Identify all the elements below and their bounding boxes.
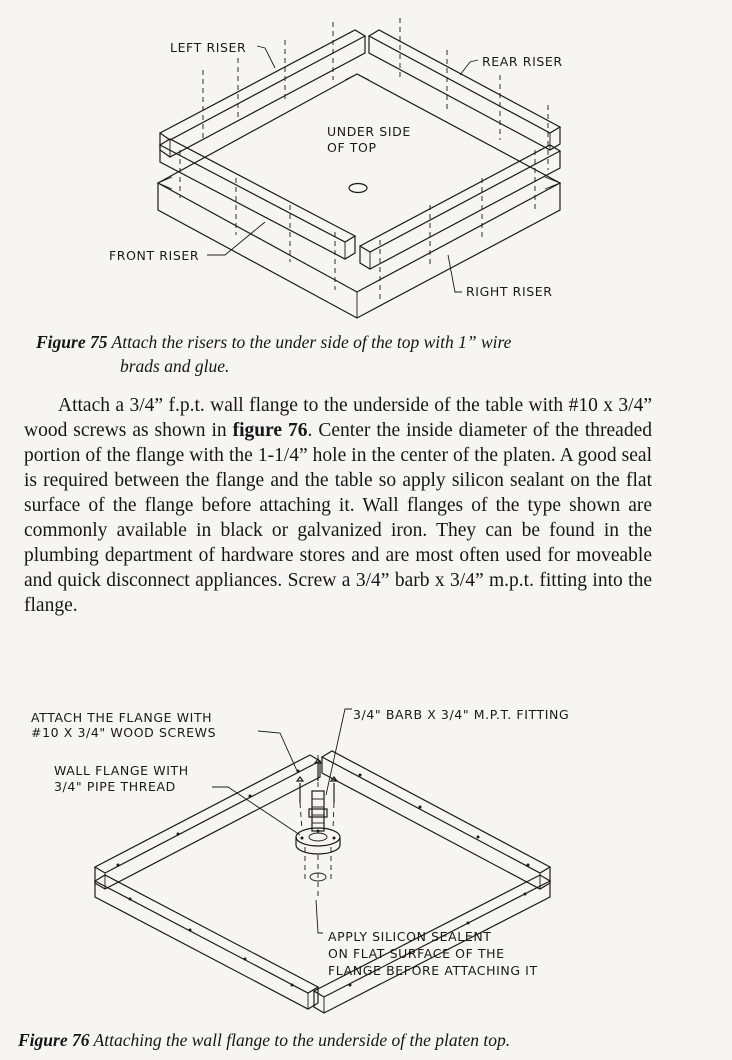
body-text-after-ref: . Center the inside diameter of the threaded portion of the flange with the 1-1/4” hole in the center of the platen. A good seal is required between the flange and the table so apply silicon sealant on the flat surface of the flange before attaching it. Wall flanges of the type shown are commonly available in black or galvanized iron. They can be found in the plumbing department of hardware stores and are most often used for moveable and quick disconnect appliances. Screw a 3/4” barb x 3/4” m.p.t. fitting into the flange. [24, 420, 652, 616]
wall-flange [296, 828, 340, 900]
figure-75-caption-line1: Attach the risers to the under side of the top with 1” wire [111, 332, 512, 352]
platen-top-slab [158, 74, 560, 318]
label-attach-line2: #10 X 3/4" WOOD SCREWS [31, 725, 217, 740]
label-wall-flange-line1: WALL FLANGE WITH [54, 763, 189, 778]
figure-76-caption-text: Attaching the wall flange to the underside of the platen top. [93, 1030, 511, 1050]
label-attach-line1: ATTACH THE FLANGE WITH [31, 710, 213, 725]
label-front-riser: FRONT RISER [109, 248, 200, 263]
figure-76-caption [18, 1028, 718, 1052]
right-riser [360, 145, 560, 269]
label-wall-flange-line2: 3/4" PIPE THREAD [54, 779, 176, 794]
label-rear-riser: REAR RISER [482, 54, 563, 69]
center-hole [349, 184, 367, 193]
label-barb-fitting: 3/4" BARB X 3/4" M.P.T. FITTING [353, 707, 570, 722]
figure-75-caption-line2: brads and glue. [120, 356, 230, 376]
label-under-side-line1: UNDER SIDE [327, 124, 411, 139]
figure-76-diagram [0, 695, 732, 1015]
body-paragraph [24, 393, 652, 618]
figure-76-number: Figure 76 [18, 1030, 90, 1050]
label-under-side-line2: OF TOP [327, 140, 377, 155]
label-left-riser: LEFT RISER [170, 40, 247, 55]
label-silicon-line3: FLANGE BEFORE ATTACHING IT [328, 963, 538, 978]
figure-76-reference: figure 76 [232, 420, 308, 441]
label-silicon-line2: ON FLAT SURFACE OF THE [328, 946, 505, 961]
figure-75-diagram [0, 0, 732, 320]
front-riser [160, 139, 355, 259]
figure-75-number: Figure 75 [36, 332, 108, 352]
label-silicon-line1: APPLY SILICON SEALENT [328, 929, 492, 944]
label-right-riser: RIGHT RISER [466, 284, 553, 299]
figure-75-caption [36, 330, 676, 378]
body-text-before-ref: Attach a 3/4” f.p.t. wall flange to the underside of the table with #10 x 3/4” wood screws as shown in [24, 395, 652, 441]
